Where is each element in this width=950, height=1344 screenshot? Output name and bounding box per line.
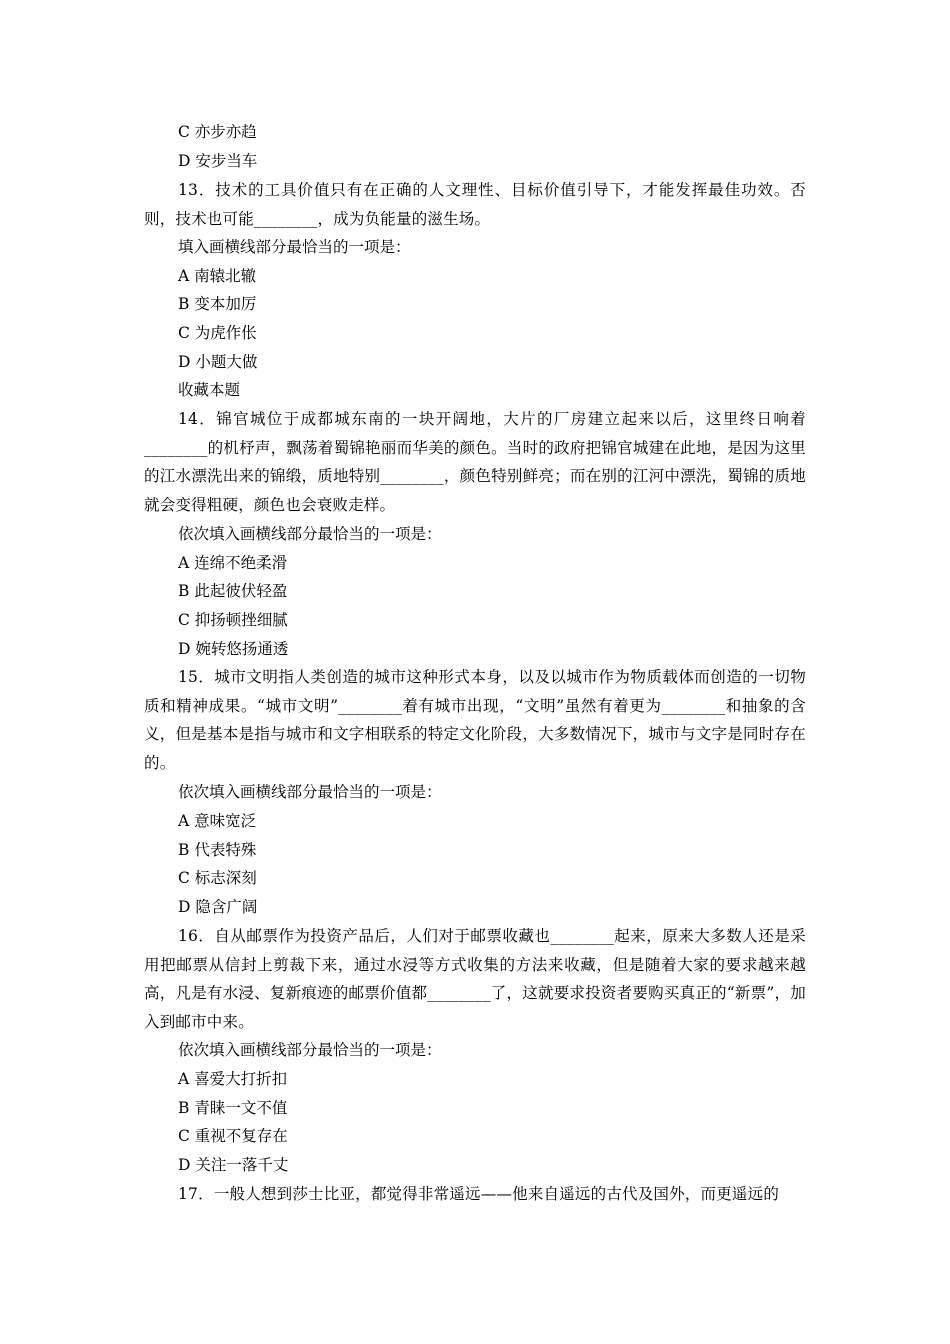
question-15-option-a: A 意味宽泛: [178, 812, 257, 830]
question-16-option-d: D 关注一落千丈: [178, 1156, 289, 1174]
question-14-prompt: 依次填入画横线部分最恰当的一项是：: [178, 525, 442, 543]
question-16-option-a: A 喜爱大打折扣: [178, 1070, 288, 1088]
question-16-stem: 16．自从邮票作为投资产品后，人们对于邮票收藏也________起来，原来大多数人还是采用把邮票从信封上剪裁下来，通过水浸等方式收集的方法来收藏，但是随着大家的要求越来越高，凡是有水浸、复新痕迹的邮票价值都________了，这就要求投资者要购买真正的“新票”，加入到邮市中来。: [144, 927, 806, 1032]
question-13-prompt: 填入画横线部分最恰当的一项是：: [178, 238, 411, 256]
question-13-option-d: D 小题大做: [178, 353, 258, 371]
question-14-option-a: A 连绵不绝柔滑: [178, 554, 288, 572]
collect-question-link[interactable]: 收藏本题: [178, 381, 241, 399]
question-13-stem: 13．技术的工具价值只有在正确的人文理性、目标价值引导下，才能发挥最佳功效。否则，技术也可能________，成为负能量的滋生场。: [144, 181, 806, 228]
question-13-option-c: C 为虎作伥: [178, 324, 257, 342]
question-15-stem: 15．城市文明指人类创造的城市这种形式本身，以及以城市作为物质载体而创造的一切物质和精神成果。“城市文明”________着有城市出现，“文明”虽然有着更为________和抽象的含义，但是基本是指与城市和文字相联系的特定文化阶段，大多数情况下，城市与文字是同时存在的。: [144, 668, 806, 773]
question-16-option-b: B 青睐一文不值: [178, 1099, 288, 1117]
question-14-option-c: C 抑扬顿挫细腻: [178, 611, 288, 629]
question-13-option-b: B 变本加厉: [178, 295, 257, 313]
option-c: C 亦步亦趋: [178, 123, 257, 141]
question-16-option-c: C 重视不复存在: [178, 1127, 288, 1145]
question-17-stem: 17．一般人想到莎士比亚，都觉得非常遥远——他来自遥远的古代及国外，而更遥远的: [178, 1185, 780, 1203]
question-14-option-b: B 此起彼伏轻盈: [178, 582, 288, 600]
question-14-option-d: D 婉转悠扬通透: [178, 640, 289, 658]
question-15-option-d: D 隐含广阔: [178, 898, 258, 916]
question-16-prompt: 依次填入画横线部分最恰当的一项是：: [178, 1041, 442, 1059]
question-14-stem: 14．锦官城位于成都城东南的一块开阔地，大片的厂房建立起来以后，这里终日响着________的机杼声，飘荡着蜀锦艳丽而华美的颜色。当时的政府把锦官城建在此地，是因为这里的江水漂洗出来的锦缎，质地特别________，颜色特别鲜亮；而在别的江河中漂洗，蜀锦的质地就会变得粗硬，颜色也会衰败走样。: [144, 410, 806, 515]
question-15-option-c: C 标志深刻: [178, 869, 257, 887]
question-13-option-a: A 南辕北辙: [178, 267, 257, 285]
option-d: D 安步当车: [178, 152, 258, 170]
question-15-option-b: B 代表特殊: [178, 841, 257, 859]
question-15-prompt: 依次填入画横线部分最恰当的一项是：: [178, 783, 442, 801]
